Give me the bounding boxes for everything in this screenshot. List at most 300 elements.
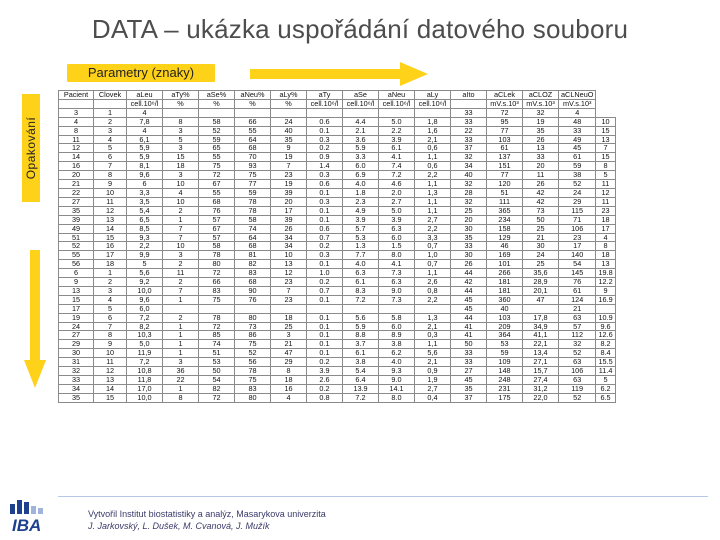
table-cell xyxy=(307,304,343,313)
table-cell: 31,2 xyxy=(523,384,559,393)
table-cell: 16 xyxy=(271,384,307,393)
table-cell: 5,4 xyxy=(127,206,163,215)
table-cell: 5,9 xyxy=(127,144,163,153)
table-cell: 6.3 xyxy=(379,224,415,233)
table-cell: 14 xyxy=(94,384,127,393)
table-cell: 5.8 xyxy=(379,313,415,322)
table-cell: 5 xyxy=(596,376,615,385)
table-cell: 77 xyxy=(235,180,271,189)
table-cell: 1.5 xyxy=(379,242,415,251)
table-cell: 40 xyxy=(451,171,487,180)
table-cell: 8.9 xyxy=(379,331,415,340)
table-cell: 78 xyxy=(235,367,271,376)
table-cell: 137 xyxy=(487,153,523,162)
table-cell: 169 xyxy=(487,251,523,260)
table-cell xyxy=(235,304,271,313)
table-row xyxy=(59,384,616,393)
table-cell: 19 xyxy=(523,117,559,126)
table-cell: 80 xyxy=(199,260,235,269)
table-cell: 12.2 xyxy=(596,278,615,287)
table-cell: 3,3 xyxy=(415,233,451,242)
table-cell: 3.9 xyxy=(379,135,415,144)
table-cell xyxy=(415,108,451,117)
table-cell: 6,0 xyxy=(127,304,163,313)
table-cell: 42 xyxy=(451,278,487,287)
table-cell: 5.3 xyxy=(343,233,379,242)
table-cell: 124 xyxy=(559,295,596,304)
table-cell xyxy=(271,304,307,313)
table-cell: 28,9 xyxy=(523,278,559,287)
table-cell: 23 xyxy=(271,278,307,287)
table-cell: 0.1 xyxy=(307,295,343,304)
data-table xyxy=(58,90,616,403)
table-cell: 10 xyxy=(94,349,127,358)
column-unit: % xyxy=(163,99,199,108)
table-cell: 11,8 xyxy=(127,376,163,385)
table-cell: 365 xyxy=(487,206,523,215)
table-cell: 14 xyxy=(59,153,94,162)
table-cell: 7 xyxy=(163,224,199,233)
repetition-label-box xyxy=(22,94,40,202)
table-cell: 72 xyxy=(199,269,235,278)
table-cell: 35 xyxy=(59,206,94,215)
table-cell: 34 xyxy=(59,384,94,393)
table-cell: 6.3 xyxy=(379,278,415,287)
table-cell: 8 xyxy=(271,367,307,376)
table-cell: 78 xyxy=(235,206,271,215)
table-cell: 26 xyxy=(523,135,559,144)
table-cell: 90 xyxy=(235,286,271,295)
table-cell: 0.1 xyxy=(307,322,343,331)
column-header: aLy% xyxy=(271,91,307,100)
table-cell: 1 xyxy=(163,322,199,331)
table-cell: 7.2 xyxy=(343,295,379,304)
table-cell: 61 xyxy=(487,144,523,153)
table-cell: 11 xyxy=(94,197,127,206)
table-cell: 3.8 xyxy=(343,358,379,367)
table-cell xyxy=(163,108,199,117)
table-cell: 1 xyxy=(163,340,199,349)
table-cell: 76 xyxy=(559,278,596,287)
table-cell: 54 xyxy=(199,376,235,385)
table-cell: 33 xyxy=(451,135,487,144)
table-cell: 67 xyxy=(199,224,235,233)
table-cell: 24 xyxy=(559,188,596,197)
column-header: aSe% xyxy=(199,91,235,100)
table-cell: 40 xyxy=(487,304,523,313)
table-row xyxy=(59,286,616,295)
table-cell: 22,1 xyxy=(523,340,559,349)
table-cell: 1.4 xyxy=(307,162,343,171)
table-cell: 2.3 xyxy=(343,197,379,206)
table-row xyxy=(59,197,616,206)
table-cell: 63 xyxy=(559,313,596,322)
table-cell: 55 xyxy=(199,188,235,197)
table-cell: 5.7 xyxy=(343,224,379,233)
table-cell: 17 xyxy=(271,206,307,215)
table-cell: 35,6 xyxy=(523,269,559,278)
table-cell: 40 xyxy=(271,126,307,135)
table-cell: 8.0 xyxy=(379,393,415,402)
column-unit: cell.10⁶/l xyxy=(307,99,343,108)
table-cell: 68 xyxy=(235,144,271,153)
table-row xyxy=(59,206,616,215)
table-cell: 101 xyxy=(487,260,523,269)
table-cell: 80 xyxy=(235,313,271,322)
table-cell: 10,3 xyxy=(127,331,163,340)
table-row xyxy=(59,349,616,358)
table-cell: 0.1 xyxy=(307,260,343,269)
table-cell: 24 xyxy=(271,117,307,126)
table-cell: 15 xyxy=(94,233,127,242)
table-cell: 27 xyxy=(59,197,94,206)
table-cell: 2,1 xyxy=(415,322,451,331)
table-cell: 44 xyxy=(451,286,487,295)
table-cell: 27 xyxy=(59,331,94,340)
table-cell: 103 xyxy=(487,313,523,322)
table-cell: 35 xyxy=(523,126,559,135)
table-cell: 148 xyxy=(487,367,523,376)
table-cell: 2.1 xyxy=(343,126,379,135)
table-cell: 1 xyxy=(94,108,127,117)
table-cell: 34 xyxy=(271,233,307,242)
table-cell: 2 xyxy=(163,313,199,322)
table-cell: 6,5 xyxy=(127,215,163,224)
table-cell: 20 xyxy=(271,197,307,206)
table-cell: 75 xyxy=(235,171,271,180)
parameters-label: Parametry (znaky) xyxy=(67,64,215,82)
table-cell: 145 xyxy=(559,269,596,278)
table-cell: 21 xyxy=(559,304,596,313)
table-row xyxy=(59,108,616,117)
table-cell: 3 xyxy=(163,358,199,367)
table-cell: 248 xyxy=(487,376,523,385)
table-cell: 1,1 xyxy=(415,340,451,349)
table-cell: 50 xyxy=(523,215,559,224)
table-row xyxy=(59,153,616,162)
table-cell: 7 xyxy=(163,286,199,295)
table-cell: 20 xyxy=(523,162,559,171)
table-cell: 41 xyxy=(451,331,487,340)
table-cell: 4.9 xyxy=(343,206,379,215)
table-cell: 30 xyxy=(451,224,487,233)
table-cell: 17,0 xyxy=(127,384,163,393)
table-cell: 9 xyxy=(94,340,127,349)
table-cell: 10 xyxy=(94,188,127,197)
table-cell: 6.2 xyxy=(379,349,415,358)
table-cell: 17 xyxy=(94,251,127,260)
table-cell: 4 xyxy=(94,295,127,304)
table-cell: 75 xyxy=(235,340,271,349)
table-cell: 46 xyxy=(487,242,523,251)
table-cell: 18 xyxy=(271,313,307,322)
table-cell: 15 xyxy=(163,153,199,162)
table-row xyxy=(59,340,616,349)
table-cell: 3.9 xyxy=(379,215,415,224)
table-cell xyxy=(199,108,235,117)
table-cell: 15 xyxy=(596,126,615,135)
table-cell: 2,2 xyxy=(415,224,451,233)
table-cell: 16 xyxy=(59,162,94,171)
table-cell: 27,1 xyxy=(523,358,559,367)
table-cell: 39 xyxy=(271,215,307,224)
table-cell: 12.6 xyxy=(596,331,615,340)
table-cell: 3.6 xyxy=(343,135,379,144)
table-cell: 68 xyxy=(199,197,235,206)
table-cell: 72 xyxy=(199,171,235,180)
table-cell: 15.5 xyxy=(596,358,615,367)
table-cell: 266 xyxy=(487,269,523,278)
table-cell: 158 xyxy=(487,224,523,233)
table-cell: 231 xyxy=(487,384,523,393)
table-cell: 27,4 xyxy=(523,376,559,385)
table-cell: 35 xyxy=(59,393,94,402)
table-cell: 7 xyxy=(94,162,127,171)
table-cell: 8 xyxy=(94,331,127,340)
table-cell: 4 xyxy=(94,135,127,144)
column-header: aTy% xyxy=(163,91,199,100)
table-cell: 51 xyxy=(59,233,94,242)
table-cell: 22 xyxy=(59,188,94,197)
table-cell: 85 xyxy=(199,331,235,340)
table-row xyxy=(59,269,616,278)
table-cell: 5,6 xyxy=(127,269,163,278)
table-row xyxy=(59,242,616,251)
table-cell: 48 xyxy=(559,117,596,126)
table-cell: 0.7 xyxy=(307,233,343,242)
table-cell: 77 xyxy=(487,126,523,135)
table-cell: 86 xyxy=(235,331,271,340)
table-cell: 55 xyxy=(199,153,235,162)
table-cell: 13 xyxy=(271,260,307,269)
table-cell: 33 xyxy=(451,117,487,126)
table-row xyxy=(59,233,616,242)
table-cell: 59 xyxy=(235,188,271,197)
table-row xyxy=(59,367,616,376)
column-header: aNeu xyxy=(379,91,415,100)
table-cell: 9 xyxy=(271,144,307,153)
table-cell: 10 xyxy=(163,197,199,206)
column-header: aCLek xyxy=(487,91,523,100)
table-cell: 0.1 xyxy=(307,188,343,197)
table-cell: 52 xyxy=(59,242,94,251)
table-cell: 7 xyxy=(94,322,127,331)
table-cell: 4 xyxy=(271,393,307,402)
table-cell: 49 xyxy=(59,224,94,233)
table-cell: 24 xyxy=(59,322,94,331)
table-cell: 1,1 xyxy=(415,197,451,206)
table-cell: 47 xyxy=(523,295,559,304)
table-cell: 3 xyxy=(271,331,307,340)
table-cell: 22 xyxy=(163,376,199,385)
logo-text: IBA xyxy=(12,516,42,535)
table-cell: 11 xyxy=(523,171,559,180)
table-cell: 7.2 xyxy=(379,171,415,180)
table-cell: 61 xyxy=(559,286,596,295)
table-cell: 10 xyxy=(596,117,615,126)
table-cell: 0,8 xyxy=(415,286,451,295)
table-cell: 57 xyxy=(199,215,235,224)
table-cell: 34 xyxy=(271,242,307,251)
table-cell xyxy=(199,304,235,313)
table-cell: 3.9 xyxy=(307,367,343,376)
table-cell: 5.0 xyxy=(379,206,415,215)
table-row xyxy=(59,180,616,189)
table-cell: 17 xyxy=(59,304,94,313)
table-cell: 109 xyxy=(487,358,523,367)
table-cell: 59 xyxy=(559,162,596,171)
table-cell: 49 xyxy=(559,135,596,144)
table-cell: 63 xyxy=(559,376,596,385)
table-cell: 360 xyxy=(487,295,523,304)
table-cell: 3 xyxy=(94,286,127,295)
column-header: aLy xyxy=(415,91,451,100)
table-cell: 33 xyxy=(451,358,487,367)
table-cell xyxy=(523,304,559,313)
table-cell: 0.1 xyxy=(307,331,343,340)
table-cell: 17 xyxy=(559,242,596,251)
table-cell: 0.1 xyxy=(307,340,343,349)
table-cell: 28 xyxy=(451,188,487,197)
column-unit: mV.s.10³ xyxy=(487,99,523,108)
table-cell: 75 xyxy=(199,162,235,171)
table-cell: 13 xyxy=(596,135,615,144)
table-row xyxy=(59,295,616,304)
table-cell: 52 xyxy=(559,393,596,402)
table-row xyxy=(59,322,616,331)
table-cell: 20,1 xyxy=(523,286,559,295)
table-cell: 45 xyxy=(559,144,596,153)
table-cell: 8.2 xyxy=(596,340,615,349)
table-cell: 13,4 xyxy=(523,349,559,358)
table-row xyxy=(59,278,616,287)
table-cell: 10,8 xyxy=(127,367,163,376)
table-cell: 3 xyxy=(163,171,199,180)
table-cell: 13.9 xyxy=(343,384,379,393)
table-cell xyxy=(379,304,415,313)
table-cell: 20 xyxy=(451,215,487,224)
logo-bars-icon xyxy=(10,500,44,514)
table-cell: 3 xyxy=(59,108,94,117)
table-cell: 7,8 xyxy=(127,117,163,126)
table-cell: 115 xyxy=(559,206,596,215)
table-cell: 42 xyxy=(523,197,559,206)
table-cell: 2 xyxy=(94,117,127,126)
table-cell: 2,7 xyxy=(415,215,451,224)
table-cell: 0,6 xyxy=(415,162,451,171)
table-cell: 55 xyxy=(59,251,94,260)
table-cell: 1,1 xyxy=(415,269,451,278)
table-cell: 175 xyxy=(487,393,523,402)
table-cell: 2,2 xyxy=(415,171,451,180)
table-cell: 78 xyxy=(199,251,235,260)
table-cell xyxy=(343,108,379,117)
table-cell: 364 xyxy=(487,331,523,340)
table-cell: 10 xyxy=(163,242,199,251)
table-cell: 0.2 xyxy=(307,278,343,287)
table-cell: 7.3 xyxy=(379,269,415,278)
table-cell: 10,0 xyxy=(127,393,163,402)
table-cell: 26 xyxy=(523,180,559,189)
iba-logo xyxy=(4,494,50,540)
table-cell: 2 xyxy=(163,260,199,269)
table-cell: 1,0 xyxy=(415,251,451,260)
table-cell: 29 xyxy=(559,197,596,206)
table-cell: 15 xyxy=(596,153,615,162)
table-cell: 37 xyxy=(451,144,487,153)
table-cell: 7.2 xyxy=(343,393,379,402)
table-cell: 65 xyxy=(199,144,235,153)
table-cell: 112 xyxy=(559,331,596,340)
table-cell: 8 xyxy=(94,171,127,180)
table-row xyxy=(59,162,616,171)
table-cell: 64 xyxy=(235,233,271,242)
table-cell: 0.6 xyxy=(307,117,343,126)
table-cell: 7,2 xyxy=(127,313,163,322)
table-cell: 5 xyxy=(163,135,199,144)
table-cell: 1 xyxy=(163,295,199,304)
table-cell: 33 xyxy=(523,153,559,162)
table-cell: 25 xyxy=(523,260,559,269)
table-cell: 57 xyxy=(199,233,235,242)
table-row xyxy=(59,331,616,340)
table-cell: 0.3 xyxy=(307,251,343,260)
table-cell: 3,3 xyxy=(127,188,163,197)
table-row xyxy=(59,188,616,197)
table-cell: 41 xyxy=(451,322,487,331)
table-cell: 15,7 xyxy=(523,367,559,376)
table-row xyxy=(59,358,616,367)
column-header: Pacient xyxy=(59,91,94,100)
table-row xyxy=(59,251,616,260)
table-cell: 2,2 xyxy=(127,242,163,251)
table-cell: 16 xyxy=(94,242,127,251)
table-cell: 0.6 xyxy=(307,180,343,189)
right-arrow-icon xyxy=(250,62,430,86)
table-cell: 51 xyxy=(199,349,235,358)
table-cell: 0.2 xyxy=(307,144,343,153)
footer-divider xyxy=(58,496,708,497)
table-cell: 18 xyxy=(596,215,615,224)
table-cell: 67 xyxy=(199,180,235,189)
table-cell: 76 xyxy=(199,206,235,215)
table-cell: 9.3 xyxy=(379,367,415,376)
table-cell: 6.0 xyxy=(379,233,415,242)
table-cell: 13 xyxy=(59,286,94,295)
column-header: aSe xyxy=(343,91,379,100)
table-row xyxy=(59,215,616,224)
table-cell: 6 xyxy=(59,269,94,278)
table-cell: 21 xyxy=(59,180,94,189)
table-cell: 0.2 xyxy=(307,242,343,251)
column-header: aNeu% xyxy=(235,91,271,100)
table-cell: 119 xyxy=(559,384,596,393)
table-cell: 18 xyxy=(163,162,199,171)
table-cell: 5.0 xyxy=(379,117,415,126)
table-cell xyxy=(379,108,415,117)
table-cell: 4 xyxy=(127,126,163,135)
table-cell: 151 xyxy=(487,162,523,171)
table-cell: 10.9 xyxy=(596,313,615,322)
table-cell: 15 xyxy=(94,393,127,402)
table-cell: 33 xyxy=(451,108,487,117)
table-cell: 6.3 xyxy=(343,269,379,278)
table-cell: 41,1 xyxy=(523,331,559,340)
table-cell: 45 xyxy=(451,295,487,304)
table-cell: 1,6 xyxy=(415,126,451,135)
table-cell: 58 xyxy=(199,242,235,251)
table-cell: 29 xyxy=(271,358,307,367)
